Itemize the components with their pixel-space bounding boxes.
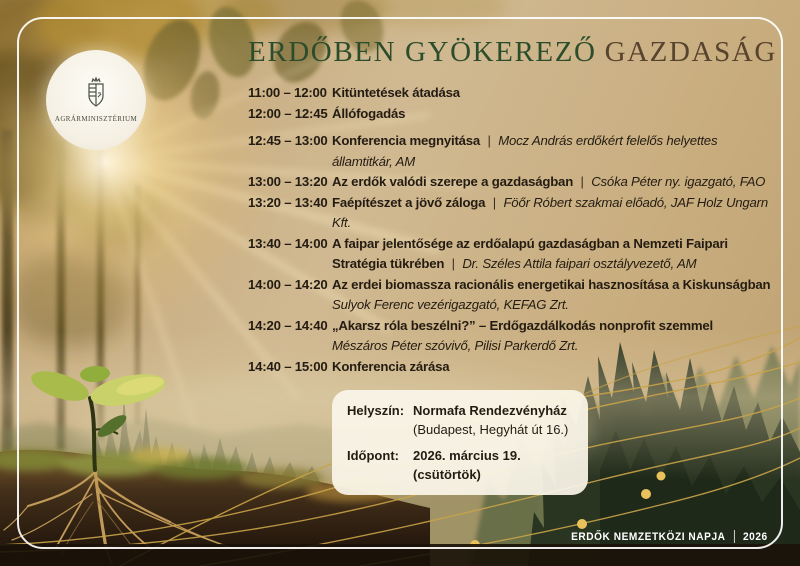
date-value: 2026. március 19. (csütörtök) [413, 448, 521, 483]
schedule-description [332, 316, 780, 357]
schedule-item-title: Konferencia megnyitása [332, 133, 481, 149]
location-row [347, 401, 574, 439]
schedule-row [248, 172, 780, 193]
content-column [248, 36, 780, 495]
schedule-row [248, 193, 780, 234]
schedule-time: 14:40 – 15:00 [248, 358, 328, 374]
location-value: Normafa Rendezvényház [413, 403, 567, 419]
schedule-item-title: „Akarsz róla beszélni?” – Erdőgazdálkodás nonprofit szemmel [332, 317, 713, 333]
schedule-item-title: Az erdei biomassza racionális energetikai hasznosítása a Kiskunságban [332, 276, 771, 292]
schedule-row [248, 275, 780, 316]
schedule-time: 14:00 – 14:20 [248, 276, 328, 292]
schedule-speaker: Mészáros Péter szóvivő, Pilisi Parkerdő Zrt. [332, 338, 579, 354]
schedule-item-title: Az erdők valódi szerepe a gazdaságban [332, 174, 574, 190]
location-detail: (Budapest, Hegyhát út 16.) [413, 422, 569, 438]
schedule-description [332, 357, 780, 378]
date-row [347, 446, 574, 484]
schedule-row [248, 131, 780, 172]
schedule-description [332, 275, 780, 316]
schedule-description [332, 234, 780, 275]
schedule-separator: | [489, 194, 500, 210]
schedule-time: 11:00 – 12:00 [248, 85, 327, 101]
hungarian-coat-of-arms-icon [84, 77, 108, 111]
schedule-row [248, 83, 780, 104]
schedule-separator: | [484, 133, 495, 149]
date-label: Időpont: [347, 448, 399, 464]
title-part-brown: GAZDASÁG [604, 36, 777, 68]
ministry-logo [46, 50, 146, 150]
title-part-green: ERDŐBEN GYÖKEREZŐ [248, 36, 597, 68]
ministry-name: AGRÁRMINISZTÉRIUM [54, 115, 138, 123]
location-value-group [413, 401, 568, 439]
schedule-description [332, 104, 780, 125]
schedule-time: 12:00 – 12:45 [248, 105, 328, 121]
page-title [248, 36, 780, 68]
schedule-speaker: Mocz András erdőkért felelős helyettes államtitkár, AM [332, 133, 718, 169]
footer [571, 530, 768, 543]
schedule-time: 14:20 – 14:40 [248, 317, 328, 333]
schedule-row [248, 104, 780, 125]
schedule-time: 13:40 – 14:00 [248, 235, 328, 251]
schedule-separator: | [448, 256, 459, 272]
schedule-separator: | [577, 174, 588, 190]
schedule-speaker: Dr. Széles Attila faipari osztályvezető, AM [462, 256, 697, 272]
schedule-time: 12:45 – 13:00 [248, 133, 328, 149]
footer-divider [734, 530, 735, 543]
schedule-item-title: A faipar jelentősége az erdőalapú gazdaságban a Nemzeti Faipari Stratégia tükrében [332, 235, 728, 272]
schedule-item-title: Faépítészet a jövő záloga [332, 194, 486, 210]
schedule-row [248, 357, 780, 378]
location-label: Helyszín: [347, 403, 405, 419]
schedule-row [248, 316, 780, 357]
schedule-description [332, 193, 780, 234]
schedule-speaker: Csóka Péter ny. igazgató, FAO [591, 174, 766, 190]
schedule-list [248, 83, 780, 377]
schedule-time: 13:20 – 13:40 [248, 194, 328, 210]
schedule-item-title: Kitüntetések átadása [332, 85, 460, 101]
event-info-box [332, 390, 588, 495]
schedule-time: 13:00 – 13:20 [248, 174, 328, 190]
schedule-description [332, 131, 780, 172]
schedule-description [332, 172, 780, 193]
footer-year: 2026 [743, 530, 768, 543]
schedule-item-title: Konferencia zárása [332, 358, 450, 374]
schedule-speaker: Föőr Róbert szakmai előadó, JAF Holz Ungarn Kft. [332, 194, 769, 231]
schedule-speaker: Sulyok Ferenc vezérigazgató, KEFAG Zrt. [332, 297, 569, 313]
footer-label: ERDŐK NEMZETKÖZI NAPJA [571, 530, 726, 543]
schedule-item-title: Állófogadás [332, 105, 406, 121]
schedule-description [332, 83, 780, 104]
schedule-row [248, 234, 780, 275]
